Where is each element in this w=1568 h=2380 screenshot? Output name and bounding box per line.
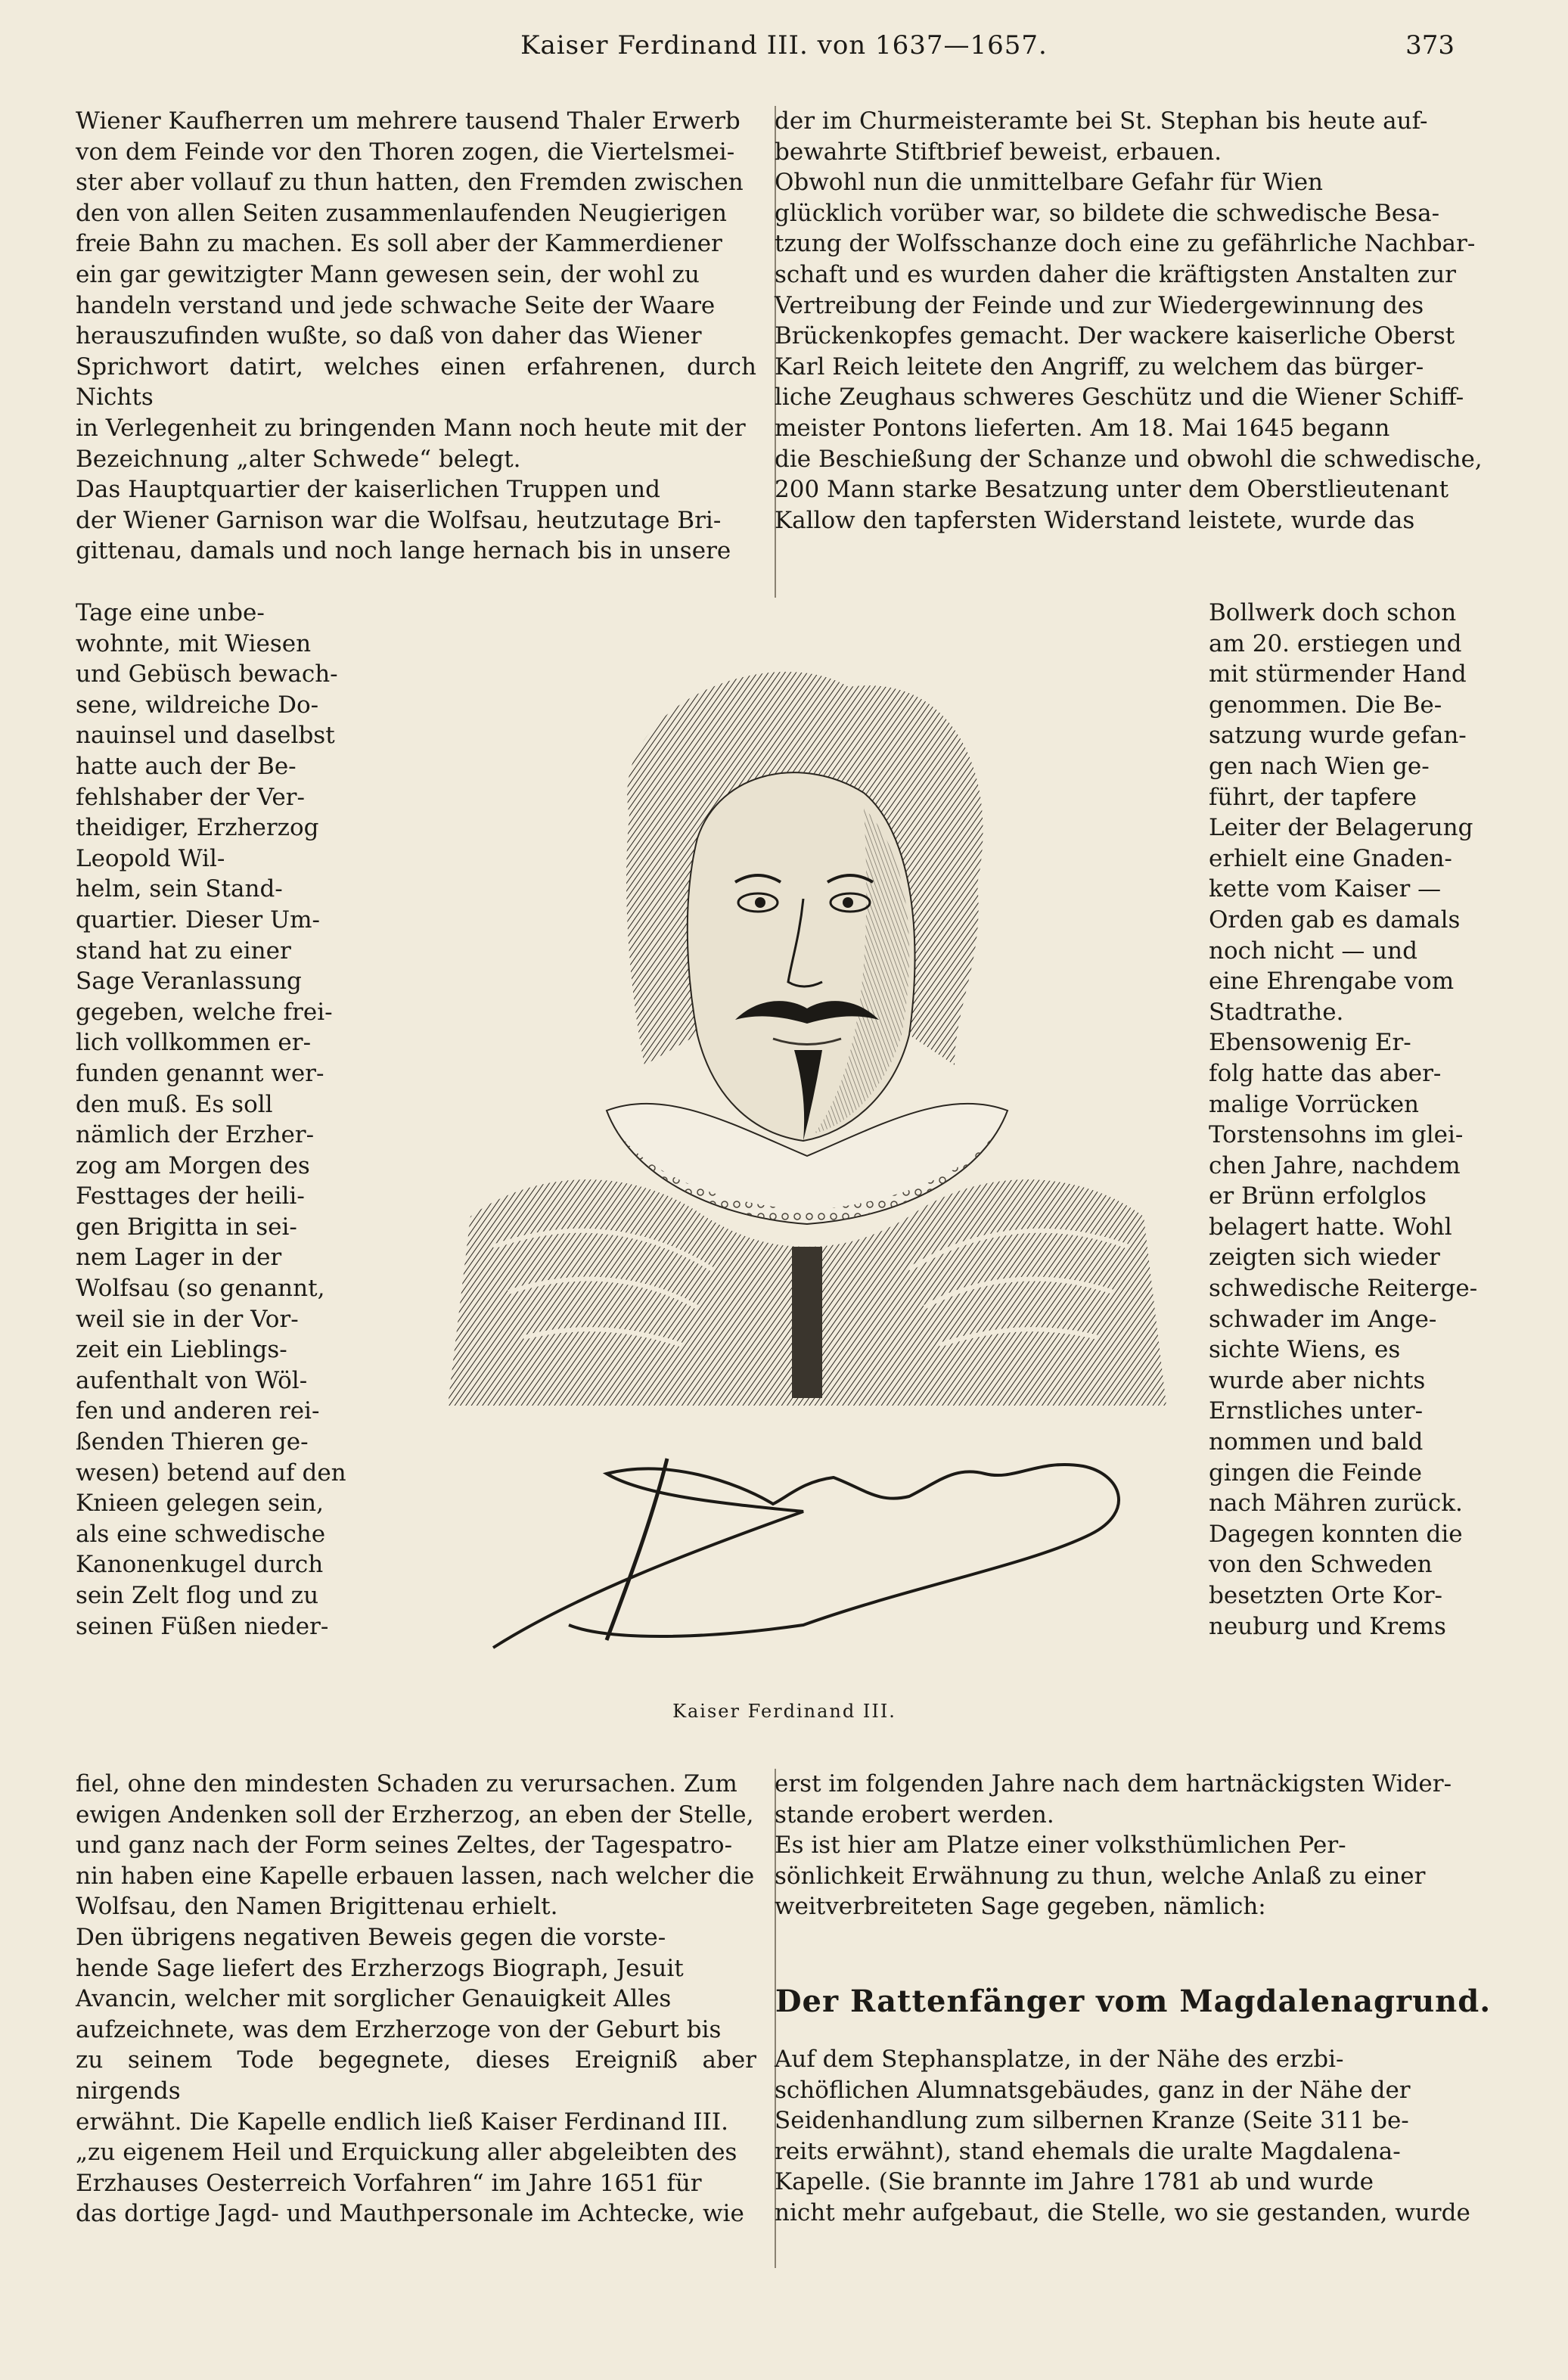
section-heading: Der Rattenfänger vom Magdalenagrund. bbox=[775, 1984, 1492, 2019]
portrait-engraving bbox=[380, 642, 1189, 1708]
running-title: Kaiser Ferdinand III. von 1637—1657. bbox=[520, 30, 1048, 61]
signature bbox=[493, 1465, 1119, 1648]
portrait-figure bbox=[380, 642, 1189, 1722]
left-column-bottom-paragraphs: fiel, ohne den mindesten Schaden zu verursachen. Zum ewigen Andenken soll der Erzherzog, an eben der Stelle, und ganz nach der Form seines Zeltes, der Tagespatro- nin haben eine Kapelle erbauen lassen, nach welcher die Wolfsau, den Namen Brigittenau erhielt. Den übrigens negativen Beweis gegen die vorste- hende Sage liefert des Erzherzogs Biograph, Jesuit Avancin, welcher mit sorglicher Genauigkeit Alles aufzeichnete, was dem Erzherzoge von der Geburt bis zu seinem Tode begegnete, dieses Ereigniß aber nirgends erwähnt. Die Kapelle endlich ließ Kaiser Ferdinand III. „zu eigenem Heil und Erquickung aller abgeleibten des Erzhauses Oesterreich Vorfahren“ im Jahre 1651 für das dortige Jagd- und Mauthpersonale im Achtecke, wie bbox=[76, 1770, 756, 2228]
right-column-narrow-text: Bollwerk doch schon am 20. erstiegen und mit stürmender Hand genommen. Die Be- satzung wurde gefan- gen nach Wien ge- führt, der tapfere Leiter der Belagerung erhielt eine Gnaden- kette vom Kaiser — Orden gab es damals noch nicht — und eine Ehrengabe vom Stadtrathe. Ebensowenig Er- folg hatte das aber- malige Vorrücken Torstensohns im glei- chen Jahre, nachdem er Brünn erfolglos belagert hatte. Wohl zeigten sich wieder schwedische Reiterge- schwader im Ange- sichte Wiens, es wurde aber nichts Ernstliches unter- nommen und bald gingen die Feinde nach Mähren zurück. Dagegen konnten die von den Schweden besetzten Orte Kor- neuburg und Krems bbox=[1209, 599, 1478, 1640]
right-column-middle-paragraphs: erst im folgenden Jahre nach dem hartnäckigsten Wider- stande erobert werden. Es ist hier am Platze einer volksthümlichen Per- sönlichkeit Erwähnung zu thun, welche Anlaß zu einer weitverbreiteten Sage gegeben, nämlich: bbox=[775, 1770, 1452, 1921]
left-column-top-paragraphs: Wiener Kaufherren um mehrere tausend Thaler Erwerb von dem Feinde vor den Thoren zogen, die Viertelsmei- ster aber vollauf zu thun hatten, den Fremden zwischen den von allen Seiten zusammenlaufenden Neugierigen freie Bahn zu machen. Es soll aber der Kammerdiener ein gar gewitzigter Mann gewesen sein, der wohl zu handeln verstand und jede schwache Seite der Waare herauszufinden wußte, so daß von daher das Wiener Sprichwort datirt, welches einen erfahrenen, durch Nichts in Verlegenheit zu bringenden Mann noch heute mit der Bezeichnung „alter Schwede“ belegt. Das Hauptquartier der kaiserlichen Truppen und der Wiener Garnison war die Wolfsau, heutzutage Bri- gittenau, damals und noch lange hernach bis in unsere bbox=[76, 107, 756, 565]
right-column-bottom-paragraphs: Auf dem Stephansplatze, in der Nähe des erzbi- schöflichen Alumnatsgebäudes, ganz in der Nähe der Seidenhandlung zum silbernen Kranze (Seite 311 be- reits erwähnt), stand ehemals die uralte Magdalena- Kapelle. (Sie brannte im Jahre 1781 ab und wurde nicht mehr aufgebaut, die Stelle, wo sie gestanden, wurde bbox=[775, 2046, 1470, 2226]
figure-caption: Kaiser Ferdinand III. bbox=[672, 1701, 896, 1722]
right-column-top-paragraphs: der im Churmeisteramte bei St. Stephan bis heute auf- bewahrte Stiftbrief beweist, erbauen. Obwohl nun die unmittelbare Gefahr für Wien glücklich vorüber war, so bildete die schwedische Besa- tzung der Wolfsschanze doch eine zu gefährliche Nachbar- schaft und es wurden daher die kräftigsten Anstalten zur Vertreibung der Feinde und zur Wiedergewinnung des Brückenkopfes gemacht. Der wackere kaiserliche Oberst Karl Reich leitete den Angriff, zu welchem das bürger- liche Zeughaus schweres Geschütz und die Wiener Schiff- meister Pontons lieferten. Am 18. Mai 1645 begann die Beschießung der Schanze und obwohl die schwedische, 200 Mann starke Besatzung unter dem Oberstlieutenant Kallow den tapfersten Widerstand leistete, wurde das bbox=[775, 107, 1483, 534]
left-column-narrow-text: Tage eine unbe- wohnte, mit Wiesen und Gebüsch bewach- sene, wildreiche Do- nauinsel und daselbst hatte auch der Be- fehlshaber der Ver- theidiger, Erzherzog Leopold Wil- helm, sein Stand- quartier. Dieser Um- stand hat zu einer Sage Veranlassung gegeben, welche frei- lich vollkommen er- funden genannt wer- den muß. Es soll nämlich der Erzher- zog am Morgen des Festtages der heili- gen Brigitta in sei- nem Lager in der Wolfsau (so genannt, weil sie in der Vor- zeit ein Lieblings- aufenthalt von Wöl- fen und anderen rei- ßenden Thieren ge- wesen) betend auf den Knieen gelegen sein, als eine schwedische Kanonenkugel durch sein Zelt flog und zu seinen Füßen nieder- bbox=[76, 599, 346, 1640]
page-number: 373 bbox=[1405, 30, 1455, 61]
